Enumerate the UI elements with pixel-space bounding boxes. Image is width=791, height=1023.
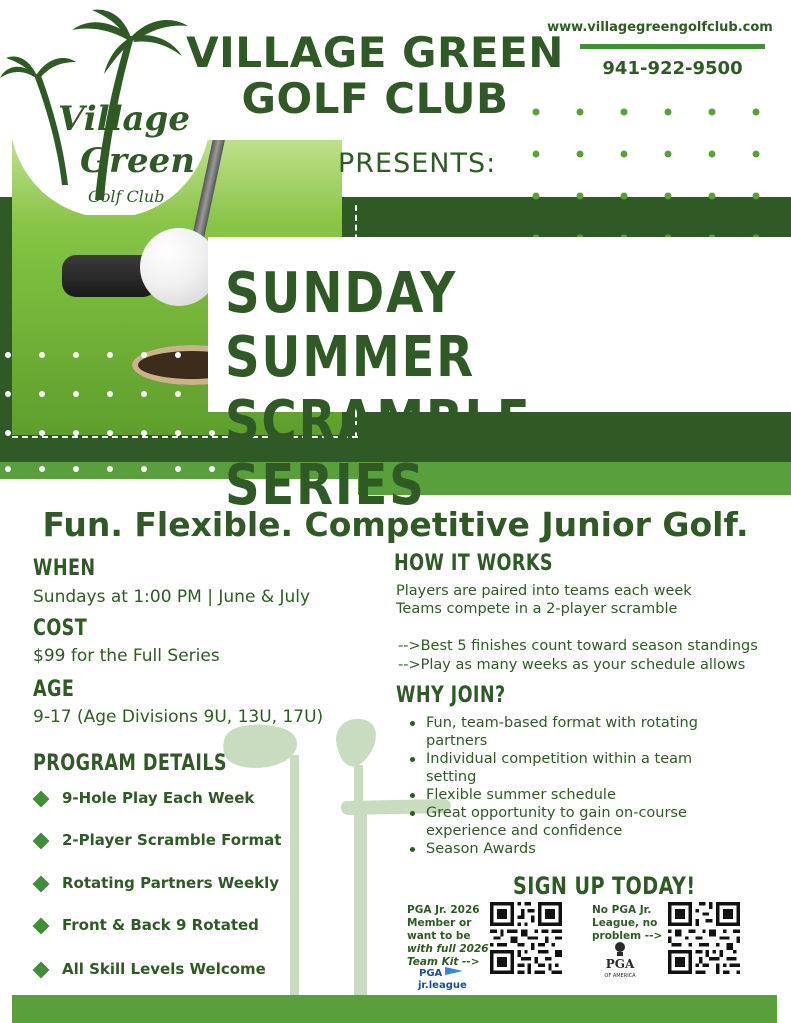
logo-line1: Village — [58, 99, 190, 139]
why-item: Individual competition within a team setting — [408, 750, 738, 786]
no-pga-jr-caption-line: problem --> — [592, 930, 663, 942]
why-item: Season Awards — [408, 840, 738, 858]
pga-of-america-logo — [598, 940, 642, 986]
pga-jr-league-logo — [415, 965, 467, 991]
how-line4: -->Play as many weeks as your schedule allows — [398, 657, 746, 673]
signup-heading: SIGN UP TODAY! — [513, 872, 696, 900]
diamond-bullet-icon — [33, 791, 50, 808]
presents-label: PRESENTS: — [338, 148, 497, 179]
website-link[interactable]: www.villagegreengolfclub.com — [547, 20, 773, 35]
event-title-line2: SCRAMBLE SERIES — [225, 389, 532, 518]
diamond-bullet-icon — [33, 962, 50, 979]
how-heading: HOW IT WORKS — [394, 551, 553, 576]
how-line2: Teams compete in a 2-player scramble — [396, 601, 678, 617]
pga-jr-logo-bottom: jr.league — [418, 980, 467, 991]
no-pga-jr-caption-line: League, no — [592, 917, 658, 929]
event-title-line1: SUNDAY SUMMER — [225, 261, 475, 390]
pga-jr-caption-line: Member or — [407, 917, 472, 929]
website-underline — [580, 44, 765, 49]
club-title — [175, 30, 575, 122]
when-heading: WHEN — [33, 556, 96, 581]
qr-code-no-pga-jr[interactable] — [668, 902, 740, 974]
why-item: Fun, team-based format with rotating partners — [408, 714, 738, 750]
cost-heading: COST — [33, 616, 88, 641]
program-item: 2-Player Scramble Format — [62, 831, 282, 849]
how-line1: Players are paired into teams each week — [396, 583, 692, 599]
pga-jr-caption-line: with full 2026 — [407, 943, 489, 955]
program-item: Rotating Partners Weekly — [62, 874, 280, 892]
how-line3: -->Best 5 finishes count toward season standings — [398, 638, 758, 654]
no-pga-jr-caption — [592, 904, 662, 943]
age-heading: AGE — [33, 677, 75, 702]
pga-jr-caption — [407, 904, 489, 969]
logo-line3: Golf Club — [88, 187, 165, 206]
program-item: All Skill Levels Welcome — [62, 960, 266, 978]
footer-bar — [12, 995, 777, 1023]
program-item: 9-Hole Play Each Week — [62, 789, 255, 807]
tagline: Fun. Flexible. Competitive Junior Golf. — [42, 505, 749, 544]
cost-text: $99 for the Full Series — [33, 646, 220, 666]
age-text: 9-17 (Age Divisions 9U, 13U, 17U) — [33, 707, 324, 727]
program-heading: PROGRAM DETAILS — [33, 751, 228, 776]
club-title-line2: GOLF CLUB — [241, 74, 509, 123]
golf-ball-graphic — [140, 228, 218, 306]
trophy-icon — [615, 942, 625, 952]
why-list — [408, 714, 738, 858]
pga-jr-caption-line: want to be — [407, 930, 471, 942]
diamond-bullet-icon — [33, 876, 50, 893]
why-item: Great opportunity to gain on-course experience and confidence — [408, 804, 738, 840]
header-dots-pattern — [528, 106, 778, 246]
program-item: Front & Back 9 Rotated — [62, 916, 259, 934]
event-title — [225, 262, 707, 518]
pga-jr-caption-line: PGA Jr. 2026 — [407, 904, 480, 916]
pga-logo-top: PGA — [605, 957, 635, 971]
logo-line2: Green — [80, 141, 195, 181]
why-heading: WHY JOIN? — [396, 683, 506, 708]
no-pga-jr-caption-line: No PGA Jr. — [592, 904, 652, 916]
pga-logo-bottom: OF AMERICA — [604, 973, 636, 979]
pga-jr-logo-top: PGA — [419, 968, 443, 979]
diamond-bullet-icon — [33, 918, 50, 935]
phone-number[interactable]: 941-922-9500 — [602, 58, 743, 79]
club-title-line1: VILLAGE GREEN — [186, 28, 564, 77]
qr-code-pga-jr[interactable] — [490, 902, 562, 974]
why-item: Flexible summer schedule — [408, 786, 738, 804]
pga-jr-caption-line: Team Kit --> — [407, 956, 480, 968]
when-text: Sundays at 1:00 PM | June & July — [33, 587, 311, 607]
diamond-bullet-icon — [33, 833, 50, 850]
